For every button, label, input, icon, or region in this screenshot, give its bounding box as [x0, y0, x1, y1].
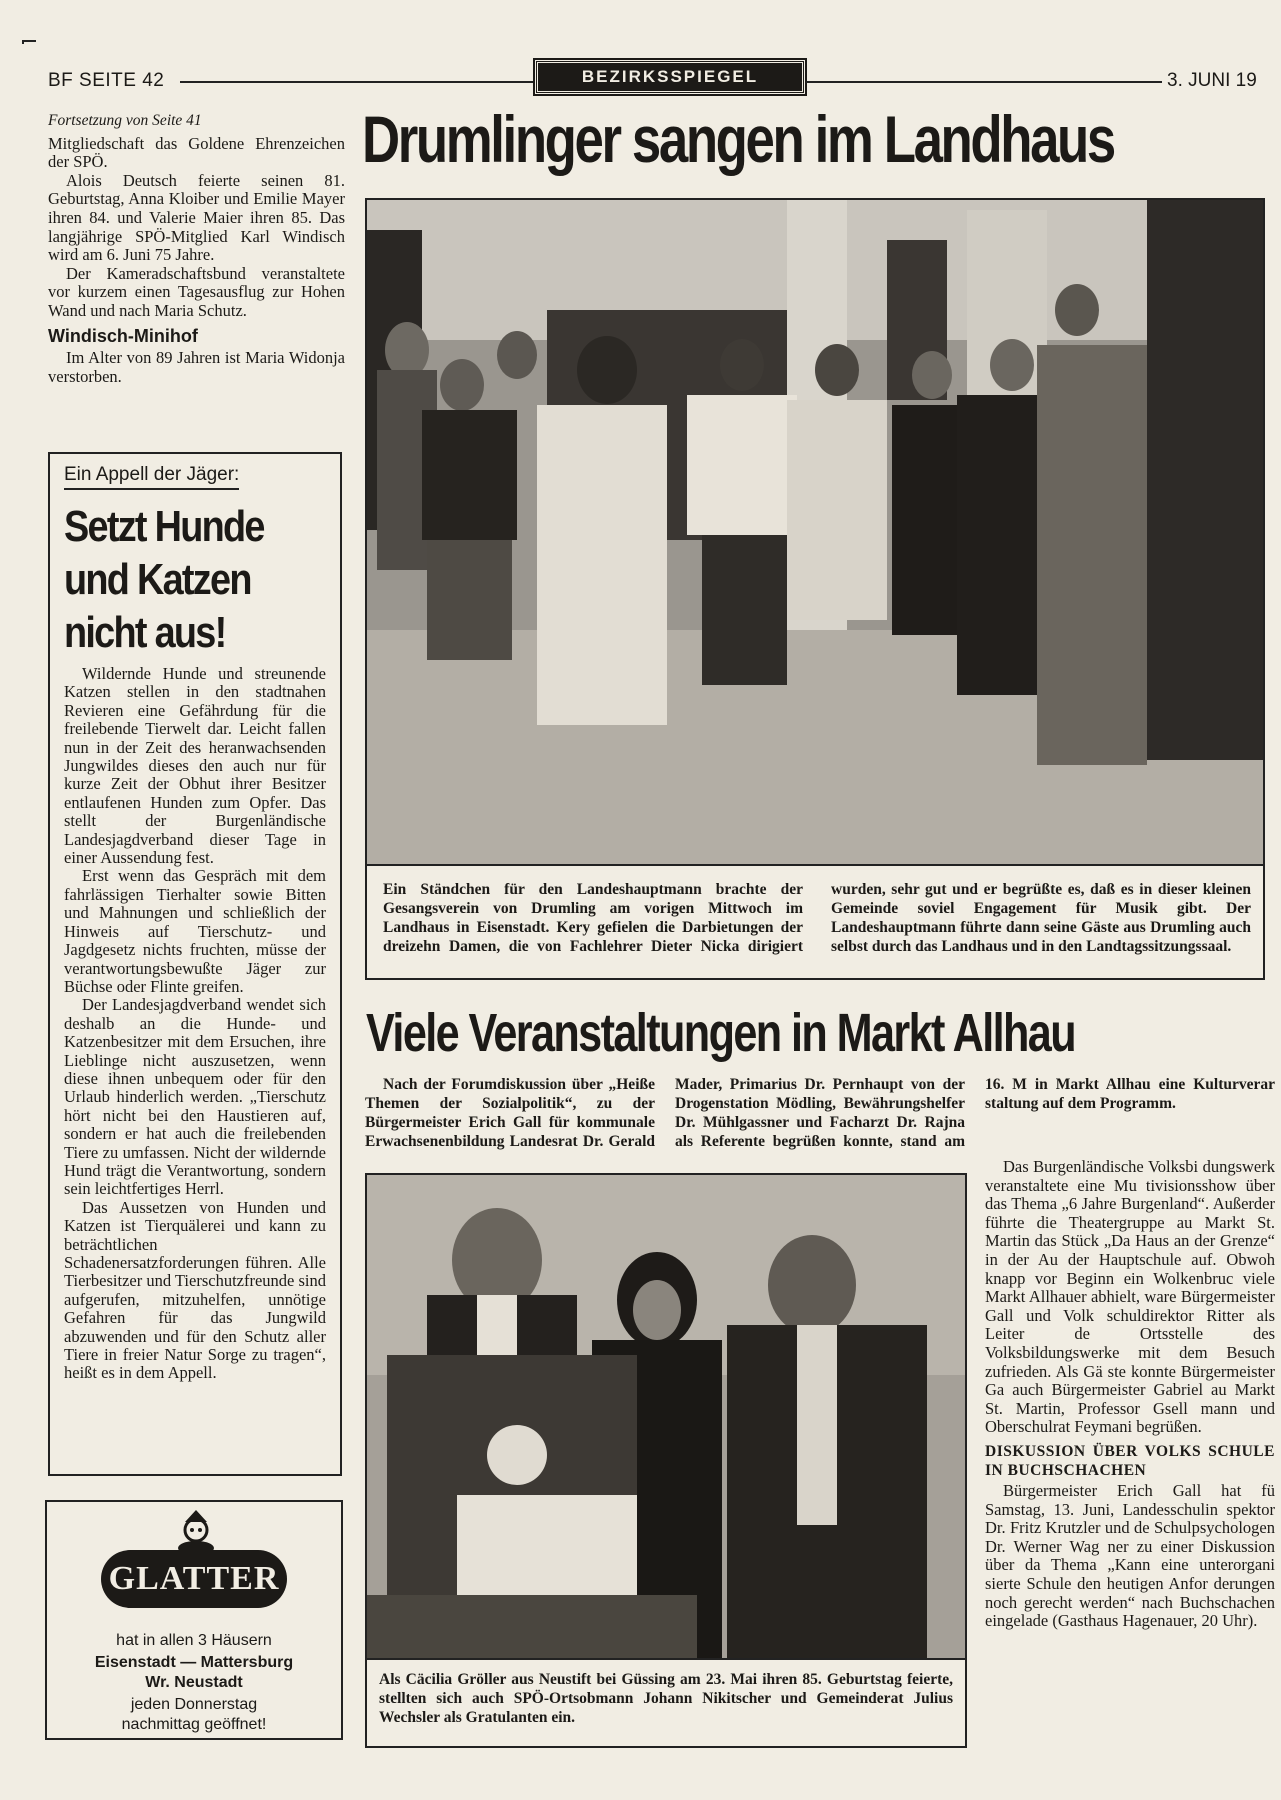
paragraph: Mitgliedschaft das Goldene Ehrenzeichen der SPÖ. — [48, 133, 345, 172]
ad-text: jeden Donnerstag — [130, 1696, 258, 1713]
caption-text: Ein Ständchen für den Landeshauptmann brachte der Gesangsverein von Drumling am vorigen Mittwoch im Landhaus in Eisenstadt. Kery gefielen die Darbietungen der dreizehn Damen, die von Fachlehrer Dieter Nicka dirigiert wurden, sehr gut und er begrüßte es, daß es in dieser kleinen Gemeinde soviel Engagement für Musik gibt. Der Landeshauptmann führte dann seine Gäste aus Drumling auch selbst durch das Landhaus und in den Landtagssitzungssaal. — [383, 881, 1251, 955]
glatter-advertisement — [45, 1500, 343, 1740]
paragraph: Das Aussetzen von Hunden und Katzen ist Tierquälerei und kann zu beträchtlichen Schadenersatzforderungen führen. Alle Tierbesitzer und Tierschutzfreunde sind aufgerufen, mitzuhelfen, unnötige Gefahren für das Jungwild abzuwenden und für den Schutz aller Tiere in freier Natur Sorge zu tragen“, heißt es in dem Appell. — [64, 1197, 326, 1383]
photo-choir-in-landhaus — [365, 198, 1265, 866]
article-body — [64, 665, 326, 1383]
article-headline — [64, 500, 289, 659]
paragraph: Das Burgenländische Volksbi dungswerk veranstaltete eine Mu tivisionsshow über das Thema „6 Jahre Burgenland“. Außerder führte die Theatergruppe au Markt St. Martin das Stück „Da Haus an der Grenze“ in der Au der Hauptschule auf. Obwoh knapp vor Beginn ein Wolkenbruc viele Markt Allhauer abhielt, ware Bürgermeister Gall und Volk schuldirektor Ritter als Leiter de Ortsstelle des Volksbildungswerke mit dem Besuch zufrieden. Als Gä ste konnte Bürgermeister Ga auch Bürgermeister Gabriel au Markt St. Martin, Professor Gsell mann und Oberschulrat Feymani begrüßen. — [985, 1157, 1275, 1437]
ad-locations: Wr. Neustadt — [145, 1674, 243, 1691]
header-rule-left — [180, 81, 535, 83]
continuation-note: Fortsetzung von Seite 41 — [48, 112, 202, 129]
headline-line: und Katzen — [64, 555, 251, 604]
glatter-logo: GLATTER — [101, 1550, 287, 1608]
subheading: Windisch-Minihof — [48, 325, 198, 346]
paragraph: Wildernde Hunde und streunende Katzen stellen in den stadtnahen Revieren eine Gefährdung für die freilebende Tierwelt dar. Leicht fallen nun in der Zeit des heranwachsenden Jungwildes dieses den auch nur für kurze Zeit der Obhut ihrer Besitzer entlaufenen Hunden zum Opfer. Das stellt der Burgenländische Landesjagdverband dieser Tage in einer Aussendung fest. — [64, 664, 326, 868]
right-column — [985, 1158, 1275, 1631]
ad-text: nachmittag geöffnet! — [121, 1716, 267, 1733]
paragraph: Im Alter von 89 Jahren ist Maria Widonja verstorben. — [48, 348, 345, 386]
ad-locations: Eisenstadt — Mattersburg — [94, 1654, 294, 1671]
section-title: BEZIRKSSPIEGEL — [535, 60, 805, 94]
photo-caption: Als Cäcilia Gröller aus Neustift bei Güssing am 23. Mai ihren 85. Geburtstag feierte, stellten sich auch SPÖ-Ortsobmann Johann Nikitscher und Gemeinderat Julius Wechsler als Gratulanten ein. — [365, 1660, 967, 1748]
page-number: BF SEITE 42 — [48, 70, 165, 91]
article-kicker: Ein Appell der Jäger: — [64, 464, 239, 490]
paragraph: Der Landesjagdverband wendet sich deshalb an die Hunde- und Katzenbesitzer mit dem Ersuchen, ihre Lieblinge nicht auszusetzen, wenn diese ihnen unbequem oder für den Urlaub hinderlich werden. „Tierschutz hört nicht bei den Haustieren auf, sondern er hat auch die freilebenden Tiere zu umfassen. Nicht der wildernde Hund trägt die Verantwortung, sondern sein leichtfertiges Herrl. — [64, 995, 326, 1199]
hunting-appeal-article — [48, 452, 342, 1476]
subheading: DISKUSSION ÜBER VOLKS SCHULE IN BUCHSCHACHEN — [985, 1442, 1275, 1479]
article-intro — [365, 1075, 1275, 1155]
paragraph: Erst wenn das Gespräch mit dem fahrlässigen Tierhalter sowie Bitten und Mahnungen und schließlich der Hinweis auf Tierschutz- und Jagdgesetz nichts fruchten, müsse der verantwortungsbewußte Jäger zur Büchse oder Flinte greifen. — [64, 866, 326, 996]
headline-line: nicht aus! — [64, 608, 226, 657]
paragraph: Nach der Forumdiskussion über „Heiße Themen der Sozialpolitik“, zu der Bürgermeister Erich Gall für kommunale Erwachsenenbildung Landesrat Dr. Gerald Mader, Primarius Dr. Pernhaupt von der Drogenstation Mödling, Bewährungshelfer Dr. Mühlgassner und Facharzt Dr. Rajna als Referente begrüßen konnte, stand am 16. M in Markt Allhau eine Kulturverar staltung auf dem Programm. — [365, 1076, 1275, 1150]
issue-date: 3. JUNI 19 — [1167, 70, 1257, 91]
header-rule-right — [806, 81, 1162, 83]
photo-caption — [365, 866, 1265, 980]
paragraph: Alois Deutsch feierte seinen 81. Geburtstag, Anna Kloiber und Emilie Mayer ihren 84. und Valerie Maier ihren 85. Das langjährige SPÖ-Mitglied Karl Windisch wird am 6. Juni 75 Jahre. — [48, 170, 345, 265]
paragraph: Bürgermeister Erich Gall hat fü Samstag, 13. Juni, Landesschulin spektor Dr. Fritz Krutzler und de Schulpsychologen Dr. Werner Wag ner zu einer Diskussion über da Thema „Kann eine unterorgani sierte Schule den heutigen Anfor derungen noch gerecht werden“ nach Buchschachen eingelade (Gasthaus Hagenauer, 20 Uhr). — [985, 1481, 1275, 1631]
crop-mark — [22, 40, 36, 44]
ad-text: hat in allen 3 Häusern — [116, 1632, 272, 1649]
headline-line: Setzt Hunde — [64, 502, 264, 551]
photo-birthday-gratulation — [365, 1173, 967, 1660]
left-column — [48, 112, 345, 386]
mascot-icon — [171, 1508, 221, 1556]
paragraph: Der Kameradschaftsbund veranstaltete vor kurzem einen Tagesausflug zur Hohen Wand und nach Maria Schutz. — [48, 263, 345, 320]
article-headline: Drumlinger sangen im Landhaus — [362, 102, 1114, 176]
article-headline: Viele Veranstaltungen in Markt Allhau — [366, 1003, 1076, 1063]
